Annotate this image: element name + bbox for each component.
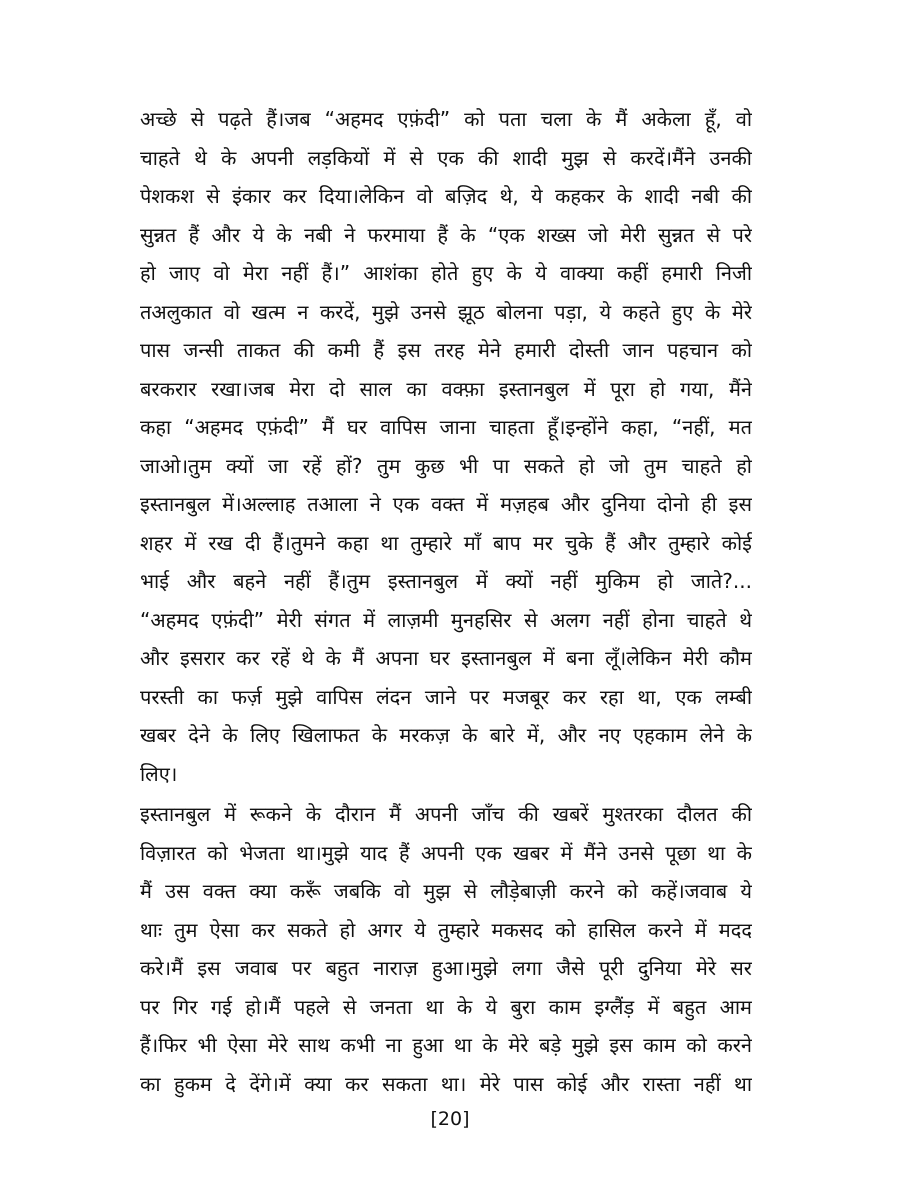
text-line: हो जाए वो मेरा नहीं हैं।” आशंका होते हुए के ये वाक्या कहीं हमारी निजी [140, 261, 752, 285]
text-line: और इसरार कर रहें थे के मैं अपना घर इस्तानबुल में बना लूँ।लेकिन मेरी कौम [140, 646, 752, 670]
text-line: थाः तुम ऐसा कर सकते हो अगर ये तुम्हारे मकसद को हासिल करने में मदद [140, 917, 752, 942]
text-line: पर गिर गई हो।मैं पहले से जनता था के ये बुरा काम इग्लैंड़ में बहुत आम [140, 994, 752, 1019]
body-text [140, 100, 752, 1103]
text-line: कहा “अहमद एफ़ंदी” मैं घर वापिस जाना चाहता हूँ।इन्होंने कहा, “नहीं, मत [140, 415, 752, 439]
paragraph-2 [140, 795, 752, 1103]
text-line: “अहमद एफ़ंदी” मेरी संगत में लाज़मी मुनहसिर से अलग नहीं होना चाहते थे [140, 607, 752, 632]
text-line: सुन्नत हैं और ये के नबी ने फरमाया हैं के “एक शख्स जो मेरी सुन्नत से परे [140, 222, 752, 247]
text-line: मैं उस वक्त क्या करूँ जबकि वो मुझ से लौड़ेबाज़ी करने को कहें।जवाब ये [140, 879, 752, 903]
text-line: इस्तानबुल में।अल्लाह तआला ने एक वक्त में मज़हब और दुनिया दोनो ही इस [140, 492, 752, 516]
text-line: का हुकम दे देंगे।में क्या कर सकता था। मेरे पास कोई और रास्ता नहीं था [140, 1071, 752, 1096]
text-line: बरकरार रखा।जब मेरा दो साल का वक्फ़ा इस्तानबुल में पूरा हो गया, मैंने [140, 376, 752, 401]
text-line: पेशकश से इंकार कर दिया।लेकिन वो बज़िद थे, ये कहकर के शादी नबी की [140, 184, 752, 208]
text-line: तअलुकात वो खत्म न करदें, मुझे उनसे झूठ बोलना पड़ा, ये कहते हुए के मेरे [140, 299, 752, 324]
text-line: शहर में रख दी हैं।तुमने कहा था तुम्हारे माँ बाप मर चुके हैं और तुम्हारे कोई [140, 530, 752, 555]
text-line: खबर देने के लिए खिलाफत के मरकज़ के बारे में, और नए एहकाम लेने के [140, 723, 752, 747]
text-line: जाओ।तुम क्यों जा रहें हों? तुम कुछ भी पा सकते हो जो तुम चाहते हो [140, 453, 752, 478]
text-line: विज़ारत को भेजता था।मुझे याद हैं अपनी एक खबर में मैंने उनसे पूछा था के [140, 840, 752, 865]
text-line: परस्ती का फर्ज़ मुझे वापिस लंदन जाने पर मजबूर कर रहा था, एक लम्बी [140, 684, 752, 709]
text-line: अच्छे से पढ़ते हैं।जब “अहमद एफ़ंदी” को पता चला के मैं अकेला हूँ, वो [140, 107, 752, 131]
page-number: [20] [430, 1108, 470, 1130]
text-line: पास जन्सी ताकत की कमी हैं इस तरह मेने हमारी दोस्ती जान पहचान को [140, 338, 752, 362]
text-line: करे।मैं इस जवाब पर बहुत नाराज़ हुआ।मुझे लगा जैसे पूरी दुनिया मेरे सर [140, 956, 752, 980]
text-line: इस्तानबुल में रूकने के दौरान मैं अपनी जाँच की खबरें मुश्तरका दौलत की [140, 802, 752, 826]
text-line: भाई और बहने नहीं हैं।तुम इस्तानबुल में क्यों नहीं मुकिम हो जाते?... [140, 569, 752, 593]
text-line: चाहते थे के अपनी लड़कियों में से एक की शादी मुझ से करदें।मैंने उनकी [140, 145, 752, 170]
text-line: हैं।फिर भी ऐसा मेरे साथ कभी ना हुआ था के मेरे बड़े मुझे इस काम को करने [140, 1033, 752, 1057]
paragraph-1 [140, 100, 752, 793]
text-line: लिए। [140, 761, 178, 786]
